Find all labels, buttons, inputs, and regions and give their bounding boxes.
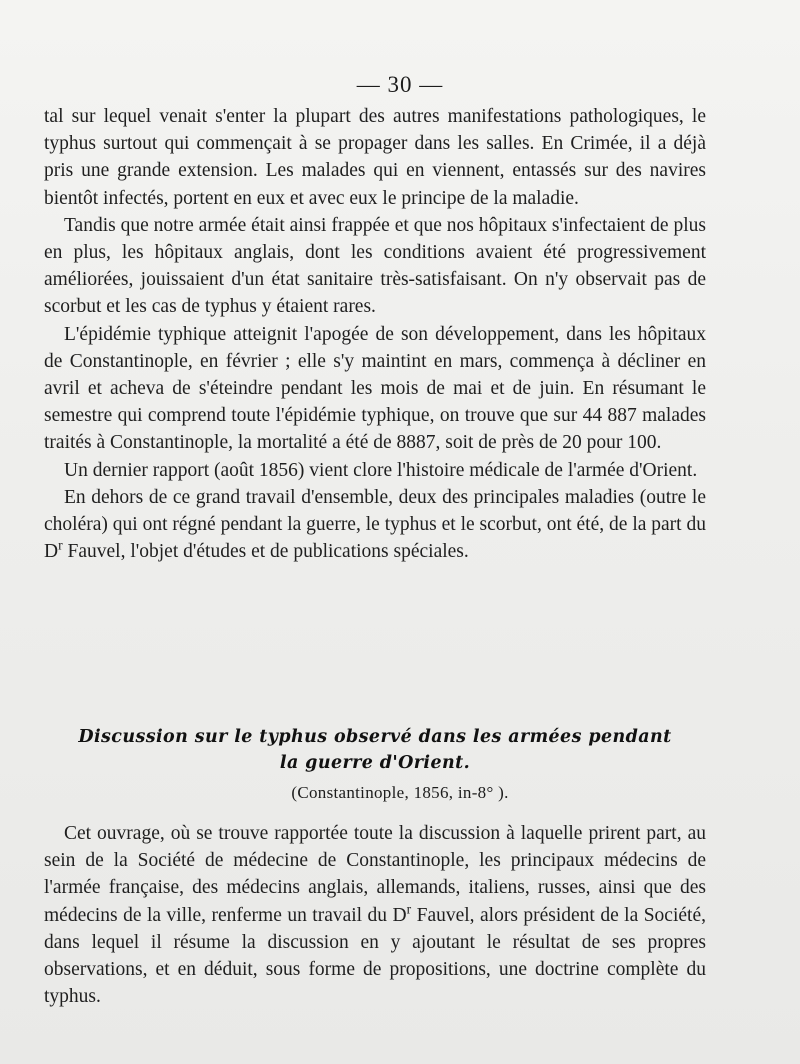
paragraph: L'épidémie typhique atteignit l'apogée de son développement, dans les hôpitaux de Constantinople, en février ; elle s'y maintint en mars, commença à décliner en avril et acheva de s'éteindre pendant les mois de mai et de juin. En résumant le semestre qui comprend toute l'épidémie typhique, on trouve que sur 44 887 malades traités à Constantinople, la mortalité a été de 8887, soit de près de 20 pour 100.	[44, 323, 706, 454]
paragraph-text: Cet ouvrage, où se trouve rapportée toute la discussion à laquelle prirent part, au sein de la Société de médecine de Constantinople, les principaux médecins de l'armée française, des médecins anglais, allemands, italiens, russes, ainsi que des médecins de la ville, renferme un travail du D	[44, 823, 706, 926]
section-title	[44, 724, 706, 776]
section-title-line: Discussion sur le typhus observé dans les armées pendant	[78, 727, 672, 747]
paragraph	[44, 820, 706, 1010]
paragraph-text: Fauvel, alors président de la Société, dans lequel il résume la discussion en y ajoutant le résultat de ses propres observations, et en déduit, sous forme de propositions, une doctrine complète du typhus.	[44, 904, 706, 1008]
section-title-line: la guerre d'Orient.	[279, 753, 471, 773]
superscript: r	[406, 901, 412, 917]
paragraph-text: Fauvel, l'objet d'études et de publications spéciales.	[62, 541, 469, 563]
section-subtitle: (Constantinople, 1856, in-8° ).	[291, 783, 509, 802]
text-block-bottom	[44, 820, 706, 1010]
paragraph	[44, 484, 706, 566]
text-block-top	[44, 103, 706, 565]
paragraph: Un dernier rapport (août 1856) vient clore l'histoire médicale de l'armée d'Orient.	[64, 459, 698, 481]
paragraph-text: En dehors de ce grand travail d'ensemble, deux des principales maladies (outre le choléra) qui ont régné pendant la guerre, le typhus et le scorbut, ont été, de la part du D	[44, 486, 706, 563]
paragraph: Tandis que notre armée était ainsi frappée et que nos hôpitaux s'infectaient de plus en plus, les hôpitaux anglais, dont les conditions avaient été progressivement améliorées, jouissaient d'un état sanitaire très-satisfaisant. On n'y observait pas de scorbut et les cas de typhus y étaient rares.	[44, 214, 706, 318]
superscript: r	[58, 537, 63, 553]
page-number: — 30 —	[356, 72, 444, 97]
paragraph: tal sur lequel venait s'enter la plupart des autres manifestations pathologiques, le typhus surtout qui commençait à se propager dans les salles. En Crimée, il a déjà pris une grande extension. Les malades qui en viennent, entassés sur des navires bientôt infectés, portent en eux et avec eux le principe de la maladie.	[44, 106, 706, 209]
